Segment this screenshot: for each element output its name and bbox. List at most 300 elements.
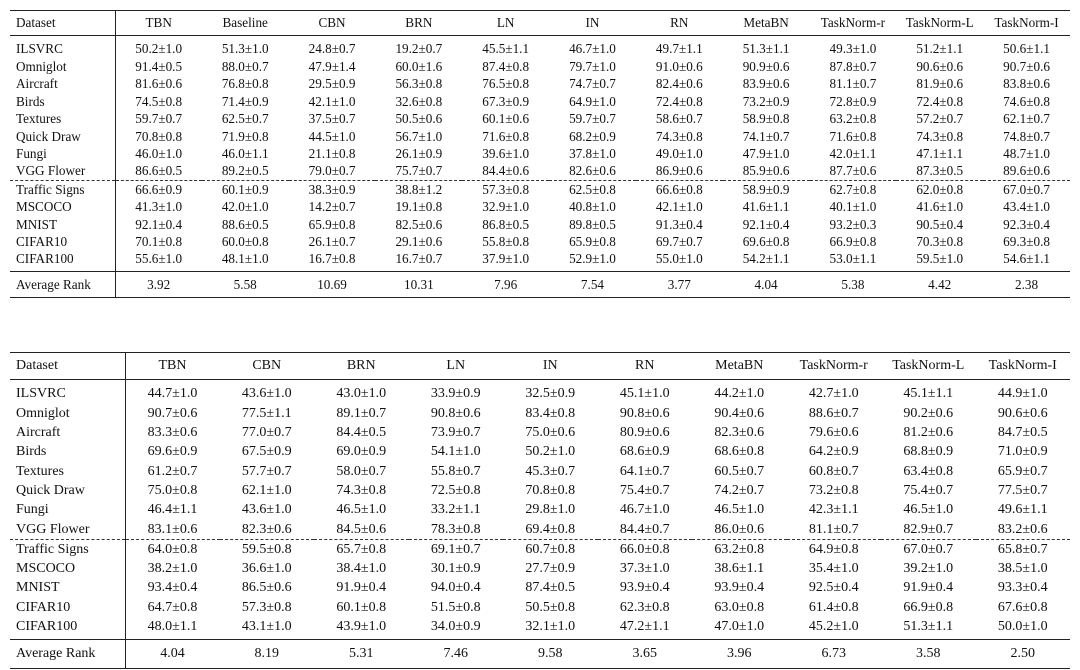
accuracy-cell: 55.8±0.8 (482, 234, 530, 250)
table-row (10, 110, 1070, 127)
method-column-header: TBN (115, 11, 202, 36)
accuracy-cell: 89.6±0.6 (1003, 163, 1050, 179)
accuracy-cell: 77.5±1.1 (241, 405, 292, 421)
accuracy-cell: 44.2±1.0 (714, 386, 765, 402)
accuracy-cell: 81.2±0.6 (903, 424, 954, 440)
accuracy-cell: 82.3±0.6 (241, 521, 292, 537)
accuracy-cell: 38.6±1.1 (714, 561, 765, 577)
accuracy-cell: 62.0±0.8 (896, 180, 983, 198)
method-column-header: MetaBN (692, 353, 787, 380)
accuracy-cell: 73.2±0.8 (808, 482, 859, 498)
accuracy-cell: 74.7±0.7 (569, 76, 616, 92)
accuracy-cell: 77.0±0.7 (241, 424, 292, 440)
accuracy-cell: 62.1±1.0 (241, 482, 292, 498)
method-column-header: IN (503, 353, 598, 380)
accuracy-cell: 66.9±0.8 (903, 599, 954, 615)
method-column-header: TaskNorm-r (787, 353, 882, 380)
accuracy-cell: 63.0±0.8 (714, 599, 765, 615)
accuracy-cell: 63.4±0.8 (903, 463, 954, 479)
accuracy-cell: 70.1±0.8 (135, 234, 183, 250)
accuracy-cell: 83.2±0.6 (997, 521, 1048, 537)
accuracy-cell: 72.5±0.8 (430, 482, 481, 498)
table-row (10, 578, 1070, 597)
accuracy-cell: 55.6±1.0 (135, 251, 183, 267)
average-rank-value: 4.04 (125, 640, 220, 668)
accuracy-cell: 71.4±0.9 (221, 93, 269, 109)
accuracy-cell: 42.0±1.0 (221, 199, 269, 215)
accuracy-cell: 43.6±1.0 (241, 386, 292, 402)
accuracy-cell: 45.2±1.0 (808, 619, 859, 635)
accuracy-cell: 64.9±1.0 (569, 93, 616, 109)
accuracy-cell: 16.7±0.8 (308, 251, 356, 267)
accuracy-cell: 50.2±1.0 (135, 41, 183, 57)
accuracy-cell: 73.9±0.7 (430, 424, 481, 440)
accuracy-cell: 81.1±0.7 (808, 521, 859, 537)
dataset-column-header: Dataset (10, 11, 115, 36)
table-row (10, 442, 1070, 461)
accuracy-cell: 81.6±0.6 (135, 76, 183, 92)
accuracy-cell: 90.6±0.6 (997, 405, 1048, 421)
table-row (10, 162, 1070, 180)
accuracy-cell: 61.2±0.7 (147, 463, 198, 479)
method-column-header: RN (598, 353, 693, 380)
accuracy-cell: 67.0±0.7 (983, 180, 1070, 198)
accuracy-cell: 88.6±0.7 (808, 405, 859, 421)
accuracy-cell: 60.7±0.8 (503, 539, 598, 559)
accuracy-cell: 90.6±0.6 (916, 58, 964, 74)
method-column-header: TaskNorm-I (983, 11, 1070, 36)
accuracy-cell: 58.6±0.7 (655, 111, 703, 127)
average-rank-value: 10.69 (289, 271, 376, 297)
accuracy-cell: 86.6±0.5 (135, 163, 183, 179)
accuracy-cell: 83.3±0.6 (147, 424, 198, 440)
accuracy-cell: 44.9±1.0 (997, 386, 1048, 402)
accuracy-cell: 70.8±0.8 (135, 128, 183, 144)
accuracy-cell: 75.4±0.7 (903, 482, 954, 498)
dataset-name: CIFAR100 (10, 617, 125, 640)
accuracy-cell: 46.5±1.0 (903, 502, 954, 518)
accuracy-cell: 68.6±0.8 (714, 444, 765, 460)
accuracy-cell: 69.6±0.8 (742, 234, 790, 250)
accuracy-cell: 86.9±0.6 (655, 163, 703, 179)
accuracy-cell: 14.2±0.7 (308, 199, 356, 215)
accuracy-cell: 26.1±0.9 (395, 145, 443, 161)
accuracy-cell: 69.4±0.8 (525, 521, 576, 537)
accuracy-cell: 73.2±0.9 (742, 93, 790, 109)
dataset-name: MSCOCO (10, 198, 115, 215)
accuracy-cell: 44.7±1.0 (147, 386, 198, 402)
accuracy-cell: 62.3±0.8 (619, 599, 670, 615)
accuracy-cell: 67.6±0.8 (997, 599, 1048, 615)
accuracy-cell: 59.7±0.7 (569, 111, 616, 127)
method-column-header: RN (636, 11, 723, 36)
accuracy-cell: 86.8±0.5 (482, 216, 530, 232)
accuracy-cell: 60.0±1.6 (395, 58, 443, 74)
accuracy-cell: 84.4±0.5 (336, 424, 387, 440)
dataset-name: Textures (10, 462, 125, 481)
accuracy-cell: 48.7±1.0 (1003, 145, 1050, 161)
accuracy-cell: 39.6±1.0 (482, 145, 530, 161)
dataset-name: ILSVRC (10, 380, 125, 404)
accuracy-cell: 84.7±0.5 (997, 424, 1048, 440)
table-2-header (10, 353, 1070, 380)
method-column-header: BRN (375, 11, 462, 36)
accuracy-cell: 71.6±0.8 (482, 128, 530, 144)
accuracy-cell: 90.2±0.6 (903, 405, 954, 421)
method-column-header: TaskNorm-L (881, 353, 976, 380)
accuracy-cell: 46.0±1.0 (135, 145, 183, 161)
accuracy-cell: 43.9±1.0 (336, 619, 387, 635)
accuracy-cell: 50.5±0.8 (525, 599, 576, 615)
accuracy-cell: 92.1±0.4 (742, 216, 790, 232)
accuracy-cell: 89.8±0.5 (569, 216, 616, 232)
accuracy-cell: 86.5±0.6 (241, 580, 292, 596)
accuracy-cell: 79.0±0.7 (308, 163, 356, 179)
method-column-header: TaskNorm-L (896, 11, 983, 36)
accuracy-cell: 53.0±1.1 (829, 251, 877, 267)
accuracy-cell: 57.7±0.7 (241, 463, 292, 479)
dataset-name: Omniglot (10, 58, 115, 75)
accuracy-cell: 64.2±0.9 (808, 444, 859, 460)
accuracy-cell: 87.3±0.5 (916, 163, 964, 179)
accuracy-cell: 37.8±1.0 (569, 145, 616, 161)
accuracy-cell: 70.8±0.8 (525, 482, 576, 498)
accuracy-cell: 93.3±0.4 (997, 580, 1048, 596)
accuracy-cell: 52.9±1.0 (569, 251, 616, 267)
dataset-name: Fungi (10, 500, 125, 519)
accuracy-cell: 33.2±1.1 (430, 502, 481, 518)
dataset-name: Quick Draw (10, 128, 115, 145)
accuracy-cell: 86.0±0.6 (714, 521, 765, 537)
method-column-header: TBN (125, 353, 220, 380)
accuracy-cell: 82.6±0.6 (569, 163, 616, 179)
accuracy-cell: 54.1±1.0 (430, 444, 481, 460)
accuracy-cell: 74.2±0.7 (714, 482, 765, 498)
accuracy-cell: 88.0±0.7 (221, 58, 269, 74)
accuracy-cell: 74.3±0.8 (655, 128, 703, 144)
average-rank-value: 8.19 (220, 640, 315, 668)
accuracy-cell: 46.4±1.1 (147, 502, 198, 518)
accuracy-cell: 92.3±0.4 (1003, 216, 1050, 232)
accuracy-cell: 74.5±0.8 (135, 93, 183, 109)
accuracy-cell: 57.3±0.8 (462, 180, 549, 198)
accuracy-cell: 84.5±0.6 (336, 521, 387, 537)
average-rank-row (10, 640, 1070, 668)
accuracy-cell: 47.1±1.1 (916, 145, 964, 161)
dataset-name: MSCOCO (10, 559, 125, 578)
accuracy-cell: 46.0±1.1 (221, 145, 269, 161)
accuracy-cell: 32.9±1.0 (482, 199, 530, 215)
accuracy-cell: 57.2±0.7 (916, 111, 964, 127)
header-row (10, 353, 1070, 380)
accuracy-cell: 67.0±0.7 (881, 539, 976, 559)
results-table-1 (10, 10, 1070, 298)
accuracy-cell: 50.6±1.1 (1003, 41, 1050, 57)
accuracy-cell: 29.8±1.0 (525, 502, 576, 518)
dataset-column-header: Dataset (10, 353, 125, 380)
dataset-name: CIFAR100 (10, 250, 115, 271)
average-rank-value: 3.92 (115, 271, 202, 297)
method-column-header: BRN (314, 353, 409, 380)
average-rank-value: 4.04 (723, 271, 810, 297)
accuracy-cell: 63.2±0.8 (829, 111, 877, 127)
accuracy-cell: 37.9±1.0 (482, 251, 530, 267)
dataset-name: Quick Draw (10, 481, 125, 500)
accuracy-cell: 92.5±0.4 (808, 580, 859, 596)
average-rank-value: 3.96 (692, 640, 787, 668)
accuracy-cell: 69.1±0.7 (409, 539, 504, 559)
table-2-footer (10, 640, 1070, 668)
accuracy-cell: 88.6±0.5 (221, 216, 269, 232)
table-row (10, 128, 1070, 145)
accuracy-cell: 51.2±1.1 (916, 41, 964, 57)
accuracy-cell: 66.0±0.8 (598, 539, 693, 559)
accuracy-cell: 54.2±1.1 (742, 251, 790, 267)
dataset-name: CIFAR10 (10, 233, 115, 250)
accuracy-cell: 79.7±1.0 (569, 58, 616, 74)
accuracy-cell: 90.8±0.6 (619, 405, 670, 421)
accuracy-cell: 37.3±1.0 (619, 561, 670, 577)
accuracy-cell: 29.1±0.6 (395, 234, 443, 250)
table-row (10, 180, 1070, 198)
dataset-name: MNIST (10, 216, 115, 233)
accuracy-cell: 56.7±1.0 (395, 128, 443, 144)
accuracy-cell: 47.9±1.0 (742, 145, 790, 161)
accuracy-cell: 65.9±0.8 (569, 234, 616, 250)
accuracy-cell: 40.1±1.0 (829, 199, 877, 215)
average-rank-value: 3.58 (881, 640, 976, 668)
accuracy-cell: 29.5±0.9 (308, 76, 356, 92)
method-column-header: IN (549, 11, 636, 36)
table-row (10, 36, 1070, 58)
accuracy-cell: 58.0±0.7 (336, 463, 387, 479)
accuracy-cell: 50.2±1.0 (525, 444, 576, 460)
table-row (10, 462, 1070, 481)
accuracy-cell: 43.0±1.0 (336, 386, 387, 402)
table-row (10, 198, 1070, 215)
accuracy-cell: 62.1±0.7 (1003, 111, 1050, 127)
accuracy-cell: 42.0±1.1 (829, 145, 877, 161)
accuracy-cell: 75.7±0.7 (395, 163, 443, 179)
accuracy-cell: 82.9±0.7 (903, 521, 954, 537)
results-table-2 (10, 352, 1070, 669)
accuracy-cell: 42.3±1.1 (808, 502, 859, 518)
accuracy-cell: 56.3±0.8 (395, 76, 443, 92)
dataset-name: Traffic Signs (10, 539, 125, 559)
accuracy-cell: 55.8±0.7 (430, 463, 481, 479)
accuracy-cell: 46.5±1.0 (336, 502, 387, 518)
average-rank-label: Average Rank (10, 271, 115, 297)
accuracy-cell: 87.7±0.6 (829, 163, 877, 179)
accuracy-cell: 55.0±1.0 (655, 251, 703, 267)
accuracy-cell: 64.0±0.8 (125, 539, 220, 559)
accuracy-cell: 91.3±0.4 (655, 216, 703, 232)
accuracy-cell: 60.1±0.8 (336, 599, 387, 615)
average-rank-label: Average Rank (10, 640, 125, 668)
table-1-footer (10, 271, 1070, 297)
accuracy-cell: 41.6±1.0 (916, 199, 964, 215)
dataset-name: Aircraft (10, 75, 115, 92)
accuracy-cell: 93.2±0.3 (829, 216, 877, 232)
accuracy-cell: 85.9±0.6 (742, 163, 790, 179)
accuracy-cell: 90.9±0.6 (742, 58, 790, 74)
accuracy-cell: 65.8±0.7 (976, 539, 1071, 559)
accuracy-cell: 47.2±1.1 (619, 619, 670, 635)
accuracy-cell: 69.3±0.8 (1003, 234, 1050, 250)
accuracy-cell: 43.1±1.0 (241, 619, 292, 635)
dataset-name: Aircraft (10, 423, 125, 442)
average-rank-value: 7.46 (409, 640, 504, 668)
dataset-name: Birds (10, 442, 125, 461)
accuracy-cell: 75.0±0.6 (525, 424, 576, 440)
accuracy-cell: 21.1±0.8 (308, 145, 356, 161)
accuracy-cell: 68.6±0.9 (619, 444, 670, 460)
dataset-name: CIFAR10 (10, 598, 125, 617)
accuracy-cell: 48.1±1.0 (221, 251, 269, 267)
accuracy-cell: 38.8±1.2 (375, 180, 462, 198)
accuracy-cell: 77.5±0.7 (997, 482, 1048, 498)
table-row (10, 539, 1070, 559)
accuracy-cell: 58.9±0.9 (723, 180, 810, 198)
accuracy-cell: 74.3±0.8 (916, 128, 964, 144)
accuracy-cell: 42.7±1.0 (808, 386, 859, 402)
accuracy-cell: 67.3±0.9 (482, 93, 530, 109)
method-column-header: TaskNorm-r (810, 11, 897, 36)
accuracy-cell: 81.1±0.7 (829, 76, 877, 92)
accuracy-cell: 93.9±0.4 (714, 580, 765, 596)
accuracy-cell: 16.7±0.7 (395, 251, 443, 267)
accuracy-cell: 78.3±0.8 (430, 521, 481, 537)
average-rank-value: 2.38 (983, 271, 1070, 297)
accuracy-cell: 38.3±0.9 (289, 180, 376, 198)
accuracy-cell: 89.2±0.5 (221, 163, 269, 179)
table-1-body (10, 36, 1070, 271)
table-row (10, 75, 1070, 92)
accuracy-cell: 74.6±0.8 (1003, 93, 1050, 109)
table-row (10, 423, 1070, 442)
average-rank-value: 7.96 (462, 271, 549, 297)
accuracy-cell: 90.8±0.6 (430, 405, 481, 421)
accuracy-cell: 47.0±1.0 (714, 619, 765, 635)
accuracy-cell: 66.6±0.9 (115, 180, 202, 198)
accuracy-cell: 69.6±0.9 (147, 444, 198, 460)
accuracy-cell: 62.5±0.7 (221, 111, 269, 127)
accuracy-cell: 38.2±1.0 (147, 561, 198, 577)
accuracy-cell: 41.3±1.0 (135, 199, 183, 215)
method-column-header: Baseline (202, 11, 289, 36)
accuracy-cell: 64.1±0.7 (619, 463, 670, 479)
accuracy-cell: 75.0±0.8 (147, 482, 198, 498)
table-1-header (10, 11, 1070, 36)
average-rank-value: 10.31 (375, 271, 462, 297)
accuracy-cell: 65.7±0.8 (314, 539, 409, 559)
table-row (10, 233, 1070, 250)
average-rank-value: 5.31 (314, 640, 409, 668)
table-row (10, 93, 1070, 110)
dataset-name: Fungi (10, 145, 115, 162)
dataset-name: VGG Flower (10, 162, 115, 180)
accuracy-cell: 84.4±0.7 (619, 521, 670, 537)
dataset-name: Traffic Signs (10, 180, 115, 198)
accuracy-cell: 45.3±0.7 (525, 463, 576, 479)
average-rank-value: 9.58 (503, 640, 598, 668)
accuracy-cell: 74.3±0.8 (336, 482, 387, 498)
accuracy-cell: 32.6±0.8 (395, 93, 443, 109)
accuracy-cell: 69.0±0.9 (336, 444, 387, 460)
accuracy-cell: 82.5±0.6 (395, 216, 443, 232)
accuracy-cell: 72.4±0.8 (916, 93, 964, 109)
accuracy-cell: 76.5±0.8 (482, 76, 530, 92)
table-row (10, 216, 1070, 233)
accuracy-cell: 64.9±0.8 (787, 539, 882, 559)
table-row (10, 617, 1070, 640)
accuracy-cell: 59.7±0.7 (135, 111, 183, 127)
table-row (10, 404, 1070, 423)
accuracy-cell: 60.5±0.7 (714, 463, 765, 479)
accuracy-cell: 60.1±0.9 (202, 180, 289, 198)
accuracy-cell: 90.7±0.6 (147, 405, 198, 421)
accuracy-cell: 41.6±1.1 (742, 199, 790, 215)
accuracy-cell: 19.2±0.7 (395, 41, 443, 57)
accuracy-cell: 71.6±0.8 (829, 128, 877, 144)
accuracy-cell: 69.7±0.7 (655, 234, 703, 250)
accuracy-cell: 71.9±0.8 (221, 128, 269, 144)
accuracy-cell: 83.4±0.8 (525, 405, 576, 421)
accuracy-cell: 51.3±1.1 (742, 41, 790, 57)
accuracy-cell: 49.6±1.1 (997, 502, 1048, 518)
accuracy-cell: 30.1±0.9 (430, 561, 481, 577)
table-row (10, 58, 1070, 75)
accuracy-cell: 19.1±0.8 (395, 199, 443, 215)
accuracy-cell: 46.7±1.0 (569, 41, 616, 57)
accuracy-cell: 60.0±0.8 (221, 234, 269, 250)
accuracy-cell: 46.7±1.0 (619, 502, 670, 518)
accuracy-cell: 83.8±0.6 (1003, 76, 1050, 92)
accuracy-cell: 50.5±0.6 (395, 111, 443, 127)
method-column-header: LN (409, 353, 504, 380)
accuracy-cell: 45.1±1.0 (619, 386, 670, 402)
dataset-name: Birds (10, 93, 115, 110)
accuracy-cell: 72.8±0.9 (829, 93, 877, 109)
accuracy-cell: 42.1±1.0 (655, 199, 703, 215)
accuracy-cell: 43.4±1.0 (1003, 199, 1050, 215)
accuracy-cell: 68.2±0.9 (569, 128, 616, 144)
accuracy-cell: 40.8±1.0 (569, 199, 616, 215)
accuracy-cell: 27.7±0.9 (525, 561, 576, 577)
average-rank-value: 3.65 (598, 640, 693, 668)
accuracy-cell: 63.2±0.8 (692, 539, 787, 559)
method-column-header: TaskNorm-I (976, 353, 1071, 380)
method-column-header: MetaBN (723, 11, 810, 36)
table-row (10, 520, 1070, 540)
accuracy-cell: 87.8±0.7 (829, 58, 877, 74)
accuracy-cell: 79.6±0.6 (808, 424, 859, 440)
accuracy-cell: 51.3±1.0 (221, 41, 269, 57)
accuracy-cell: 59.5±1.0 (916, 251, 964, 267)
table-row (10, 145, 1070, 162)
accuracy-cell: 61.4±0.8 (808, 599, 859, 615)
accuracy-cell: 66.9±0.8 (829, 234, 877, 250)
average-rank-value: 5.58 (202, 271, 289, 297)
accuracy-cell: 45.5±1.1 (482, 41, 530, 57)
accuracy-cell: 35.4±1.0 (808, 561, 859, 577)
accuracy-cell: 94.0±0.4 (430, 580, 481, 596)
accuracy-cell: 38.5±1.0 (997, 561, 1048, 577)
accuracy-cell: 48.0±1.1 (147, 619, 198, 635)
accuracy-cell: 45.1±1.1 (903, 386, 954, 402)
accuracy-cell: 46.5±1.0 (714, 502, 765, 518)
accuracy-cell: 76.8±0.8 (221, 76, 269, 92)
